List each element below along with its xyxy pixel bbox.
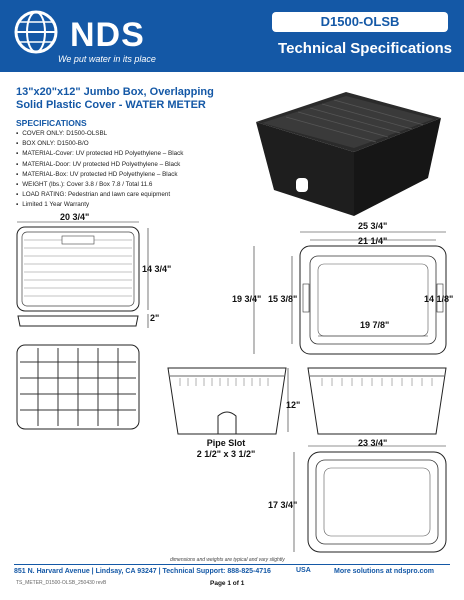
dim-box-outer-length: 19 3/4" (232, 294, 262, 304)
spec-item: ▪ WEIGHT (lbs.): Cover 3.8 / Box 7.8 / Total 11.6 (16, 180, 236, 190)
brand-name: NDS (70, 16, 145, 54)
spec-item: ▪ MATERIAL-Box: UV protected HD Polyethylene – Black (16, 170, 236, 180)
dim-box-inner-width-bottom: 19 7/8" (360, 320, 390, 330)
dim-base-width: 23 3/4" (358, 438, 388, 448)
product-title-line2: Solid Plastic Cover - WATER METER (16, 99, 206, 111)
dim-box-inner-length: 14 1/8" (424, 294, 454, 304)
made-in-usa-badge: USA (296, 567, 311, 574)
footer-more-link[interactable]: More solutions at ndspro.com (334, 568, 434, 575)
spec-item: ▪ BOX ONLY: D1500-B/O (16, 139, 236, 149)
product-title-line1: 13"x20"x12" Jumbo Box, Overlapping (16, 86, 214, 98)
dim-box-height: 12" (286, 400, 301, 410)
footer-divider (14, 564, 450, 565)
spec-item: ▪ MATERIAL-Door: UV protected HD Polyethylene – Black (16, 160, 236, 170)
spec-item: ▪ COVER ONLY: D1500-OLSBL (16, 129, 236, 139)
spec-heading: SPECIFICATIONS (16, 118, 87, 128)
dim-box-outer-width: 25 3/4" (358, 221, 388, 231)
footer-doc-code: TS_METER_D1500-OLSB_250430 revB (16, 580, 107, 586)
part-number: D1500-OLSB (272, 12, 448, 32)
dim-cover-width: 20 3/4" (60, 212, 90, 222)
pipe-slot-size: 2 1/2" x 3 1/2" (196, 449, 256, 459)
dim-box-mid-length: 15 3/8" (268, 294, 298, 304)
footer-page-number: Page 1 of 1 (210, 580, 245, 587)
dim-box-inner-width: 21 1/4" (358, 236, 388, 246)
spec-item: ▪ MATERIAL-Cover: UV protected HD Polyethylene – Black (16, 149, 236, 159)
footer-address: 851 N. Harvard Avenue | Lindsay, CA 93247 | Technical Support: 888-825-4716 (14, 568, 271, 575)
pipe-slot-label (186, 438, 266, 460)
dim-cover-height: 2" (150, 313, 160, 323)
spec-item: ▪ LOAD RATING: Pedestrian and lawn care equipment (16, 190, 236, 200)
doc-title: Technical Specifications (278, 40, 452, 57)
pipe-slot-title: Pipe Slot (206, 438, 246, 448)
dim-base-length: 17 3/4" (268, 500, 298, 510)
spec-item: ▪ Limited 1 Year Warranty (16, 200, 236, 210)
footer-disclaimer: dimensions and weights are typical and vary slightly (170, 557, 285, 563)
dim-cover-length: 14 3/4" (142, 264, 172, 274)
brand-tagline: We put water in its place (58, 54, 156, 64)
